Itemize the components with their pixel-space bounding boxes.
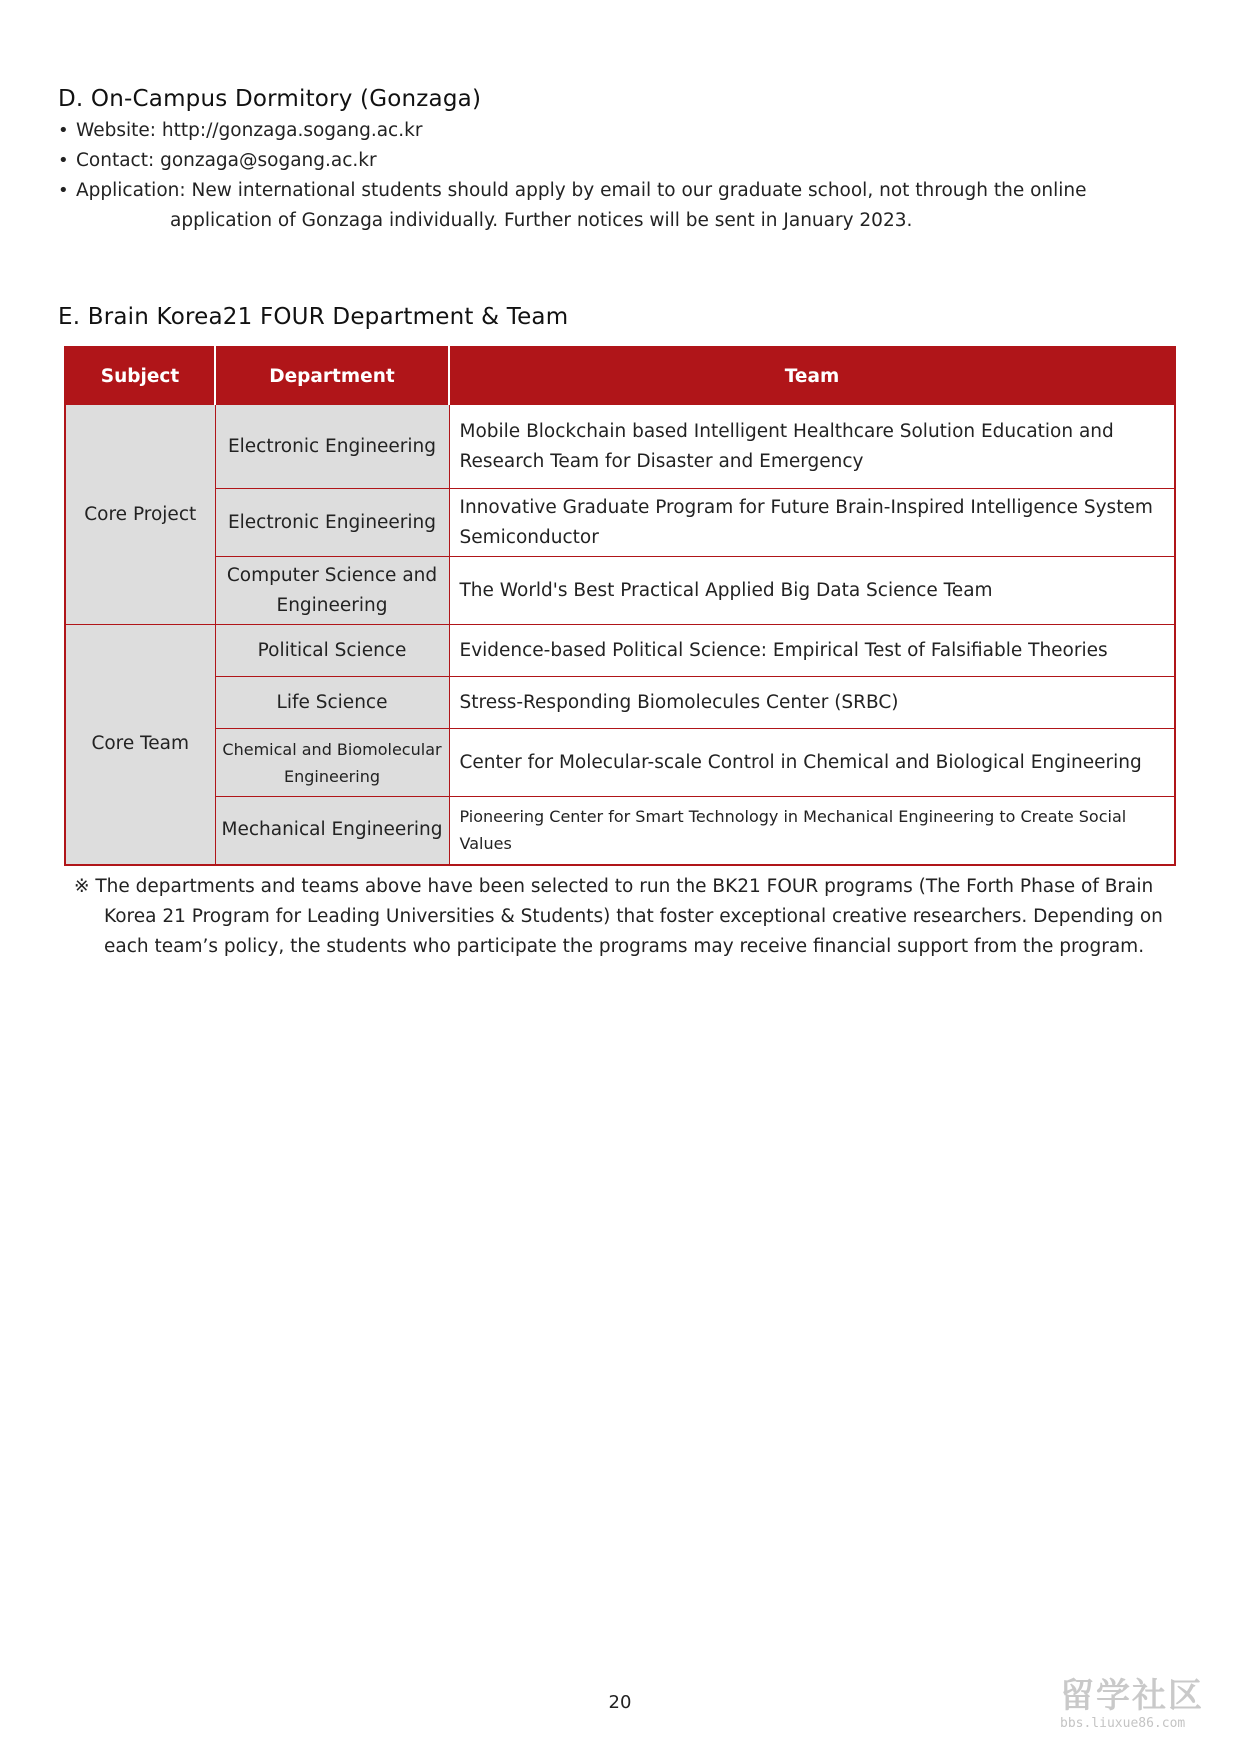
watermark <box>1060 1676 1230 1736</box>
table-row <box>65 489 1175 557</box>
department-cell: Political Science <box>215 625 449 677</box>
subject-core-team: Core Team <box>65 625 215 865</box>
team-cell: Stress-Responding Biomolecules Center (SRBC) <box>449 677 1175 729</box>
table-footnote <box>74 872 1174 962</box>
section-d-title: D. On-Campus Dormitory (Gonzaga) <box>58 86 482 112</box>
team-cell: Center for Molecular-scale Control in Chemical and Biological Engineering <box>449 729 1175 797</box>
team-line: Values <box>459 834 512 854</box>
header-department: Department <box>215 347 449 405</box>
header-subject: Subject <box>65 347 215 405</box>
team-line: Research Team for Disaster and Emergency <box>459 450 864 472</box>
team-cell <box>449 797 1175 865</box>
department-cell: Mechanical Engineering <box>215 797 449 865</box>
bullet-application-text: Application: New international students should apply by email to our graduate school, not through the online <box>76 180 1087 201</box>
bullet-dot-icon: • <box>58 120 69 141</box>
table-row <box>65 797 1175 865</box>
page-number: 20 <box>608 1692 632 1713</box>
team-cell <box>449 405 1175 489</box>
watermark-url: bbs.liuxue86.com <box>1060 1716 1186 1731</box>
team-cell: The World's Best Practical Applied Big Data Science Team <box>449 557 1175 625</box>
department-cell: Electronic Engineering <box>215 405 449 489</box>
table-row <box>65 677 1175 729</box>
bullet-application <box>58 176 1087 206</box>
application-continuation: application of Gonzaga individually. Further notices will be sent in January 2023. <box>170 210 913 231</box>
header-team: Team <box>449 347 1175 405</box>
footnote-line: ※ The departments and teams above have been selected to run the BK21 FOUR programs (The Forth Phase of Brain <box>74 876 1154 897</box>
bullet-dot-icon: • <box>58 180 69 201</box>
department-cell: Life Science <box>215 677 449 729</box>
watermark-logo-text: 留学社区 <box>1060 1676 1204 1716</box>
team-cell <box>449 489 1175 557</box>
bk21-table <box>64 346 1176 866</box>
department-cell: Chemical and Biomolecular Engineering <box>215 729 449 797</box>
bullet-contact-text: Contact: gonzaga@sogang.ac.kr <box>76 150 377 171</box>
bullet-website-text: Website: http://gonzaga.sogang.ac.kr <box>76 120 423 141</box>
table-row <box>65 625 1175 677</box>
team-line: Semiconductor <box>459 526 599 548</box>
table-row <box>65 557 1175 625</box>
team-line: Innovative Graduate Program for Future Brain-Inspired Intelligence System <box>459 496 1153 518</box>
footnote-line: Korea 21 Program for Leading Universities & Students) that foster exceptional creative researchers. Depending on <box>104 906 1163 927</box>
table-header-row <box>65 347 1175 405</box>
team-cell: Evidence-based Political Science: Empirical Test of Falsifiable Theories <box>449 625 1175 677</box>
bullet-contact <box>58 146 377 176</box>
team-line: Pioneering Center for Smart Technology in Mechanical Engineering to Create Social <box>459 807 1127 827</box>
team-line: Mobile Blockchain based Intelligent Healthcare Solution Education and <box>459 420 1114 442</box>
subject-core-project: Core Project <box>65 405 215 625</box>
footnote-line: each team’s policy, the students who participate the programs may receive financial support from the program. <box>104 936 1145 957</box>
section-e-title: E. Brain Korea21 FOUR Department & Team <box>58 304 569 330</box>
bullet-dot-icon: • <box>58 150 69 171</box>
department-cell: Computer Science and Engineering <box>215 557 449 625</box>
bullet-website <box>58 116 422 146</box>
department-cell: Electronic Engineering <box>215 489 449 557</box>
table-row <box>65 729 1175 797</box>
table-row <box>65 405 1175 489</box>
